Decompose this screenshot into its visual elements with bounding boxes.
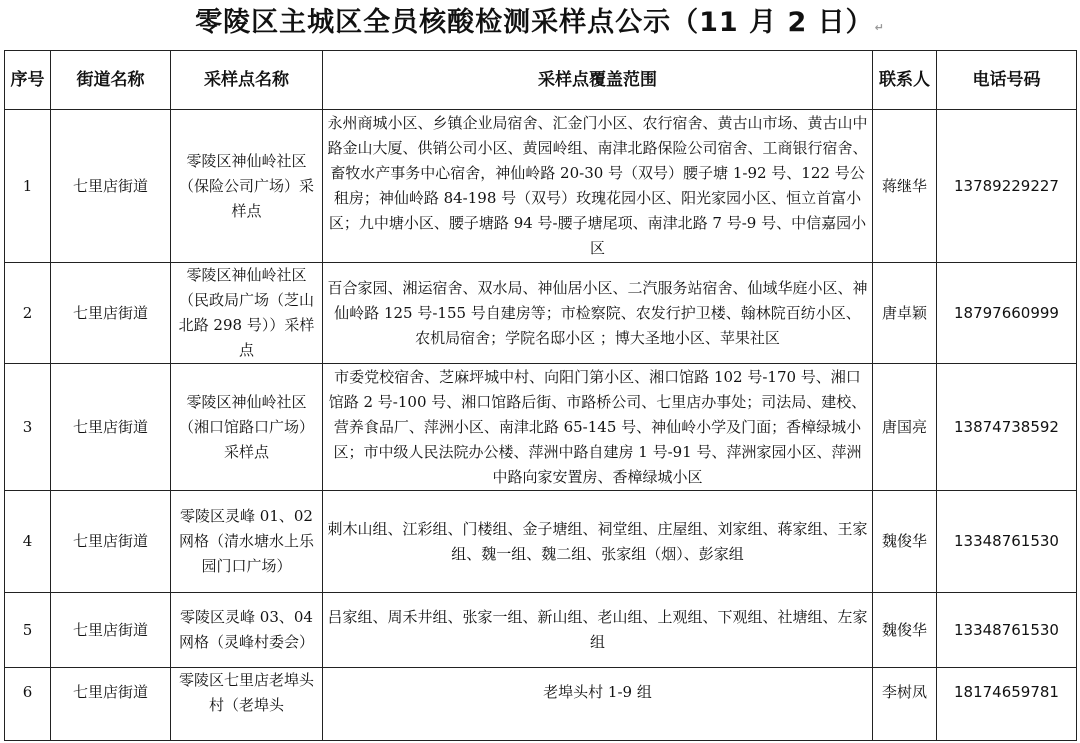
- cell-contact: 李树凤: [873, 668, 937, 741]
- cell-contact: 蒋继华: [873, 110, 937, 263]
- cell-phone: 18797660999: [937, 263, 1077, 364]
- cell-site: 零陵区灵峰 01、02 网格（清水塘水上乐园门口广场）: [171, 491, 323, 593]
- cell-street: 七里店街道: [51, 364, 171, 491]
- cell-coverage: 永州商城小区、乡镇企业局宿舍、汇金门小区、农行宿舍、黄古山市场、黄古山中路金山大厦、供销公司小区、黄园岭组、南津北路保险公司宿舍、工商银行宿舍、畜牧水产事务中心宿舍，神仙岭路 20-30 号（双号）腰子塘 1-92 号、122 号公租房；神仙岭路 84-198 号（双号）玫瑰花园小区、阳光家园小区、恒立首富小区；九中塘小区、腰子塘路 94 号-腰子塘尾项、南津北路 7 号-9 号、中信嘉园小区: [323, 110, 873, 263]
- cell-phone: 13348761530: [937, 593, 1077, 668]
- cell-phone: 13789229227: [937, 110, 1077, 263]
- cell-index: 3: [5, 364, 51, 491]
- header-street: 街道名称: [51, 51, 171, 110]
- cell-coverage: 刺木山组、江彩组、门楼组、金子塘组、祠堂组、庄屋组、刘家组、蒋家组、王家组、魏一组、魏二组、张家组（烟）、彭家组: [323, 491, 873, 593]
- cell-site: 零陵区灵峰 03、04 网格（灵峰村委会）: [171, 593, 323, 668]
- page-title: [0, 4, 1080, 42]
- table-header-row: [5, 51, 1077, 110]
- table-row: [5, 263, 1077, 364]
- title-text: 零陵区主城区全员核酸检测采样点公示（11 月 2 日）: [195, 7, 874, 38]
- cell-site: 零陵区七里店老埠头村（老埠头: [171, 668, 323, 741]
- cell-contact: 魏俊华: [873, 593, 937, 668]
- cell-street: 七里店街道: [51, 491, 171, 593]
- header-contact: 联系人: [873, 51, 937, 110]
- cell-coverage: 市委党校宿舍、芝麻坪城中村、向阳门第小区、湘口馆路 102 号-170 号、湘口馆路 2 号-100 号、湘口馆路后街、市路桥公司、七里店办事处；司法局、建校、营养食品厂、萍洲小区、南津北路 65-145 号、神仙岭小学及门面；香樟绿城小区；市中级人民法院办公楼、萍洲中路自建房 1 号-91 号、萍洲家园小区、萍洲中路向家安置房、香樟绿城小区: [323, 364, 873, 491]
- paragraph-mark-icon: ↵: [874, 21, 885, 34]
- header-index: 序号: [5, 51, 51, 110]
- cell-index: 6: [5, 668, 51, 741]
- cell-index: 5: [5, 593, 51, 668]
- header-phone: 电话号码: [937, 51, 1077, 110]
- table-row: [5, 593, 1077, 668]
- table-row: [5, 364, 1077, 491]
- cell-coverage: 老埠头村 1-9 组: [323, 668, 873, 741]
- cell-site: 零陵区神仙岭社区（民政局广场（芝山北路 298 号））采样点: [171, 263, 323, 364]
- cell-site: 零陵区神仙岭社区（保险公司广场）采样点: [171, 110, 323, 263]
- table-row: [5, 668, 1077, 741]
- header-coverage: 采样点覆盖范围: [323, 51, 873, 110]
- cell-contact: 魏俊华: [873, 491, 937, 593]
- cell-phone: 18174659781: [937, 668, 1077, 741]
- sampling-sites-table: [4, 50, 1077, 741]
- header-site: 采样点名称: [171, 51, 323, 110]
- cell-coverage: 百合家园、湘运宿舍、双水局、神仙居小区、二汽服务站宿舍、仙域华庭小区、神仙岭路 125 号-155 号自建房等；市检察院、农发行护卫楼、翰林院百纺小区、农机局宿舍；学院名邸小区 ；博大圣地小区、苹果社区: [323, 263, 873, 364]
- cell-index: 2: [5, 263, 51, 364]
- cell-street: 七里店街道: [51, 593, 171, 668]
- table-row: [5, 491, 1077, 593]
- cell-phone: 13874738592: [937, 364, 1077, 491]
- cell-index: 4: [5, 491, 51, 593]
- cell-coverage: 吕家组、周禾井组、张家一组、新山组、老山组、上观组、下观组、社塘组、左家组: [323, 593, 873, 668]
- cell-phone: 13348761530: [937, 491, 1077, 593]
- cell-site: 零陵区神仙岭社区（湘口馆路口广场）采样点: [171, 364, 323, 491]
- table-row: [5, 110, 1077, 263]
- cell-street: 七里店街道: [51, 668, 171, 741]
- cell-contact: 唐国亮: [873, 364, 937, 491]
- cell-index: 1: [5, 110, 51, 263]
- cell-street: 七里店街道: [51, 263, 171, 364]
- cell-contact: 唐卓颖: [873, 263, 937, 364]
- cell-street: 七里店街道: [51, 110, 171, 263]
